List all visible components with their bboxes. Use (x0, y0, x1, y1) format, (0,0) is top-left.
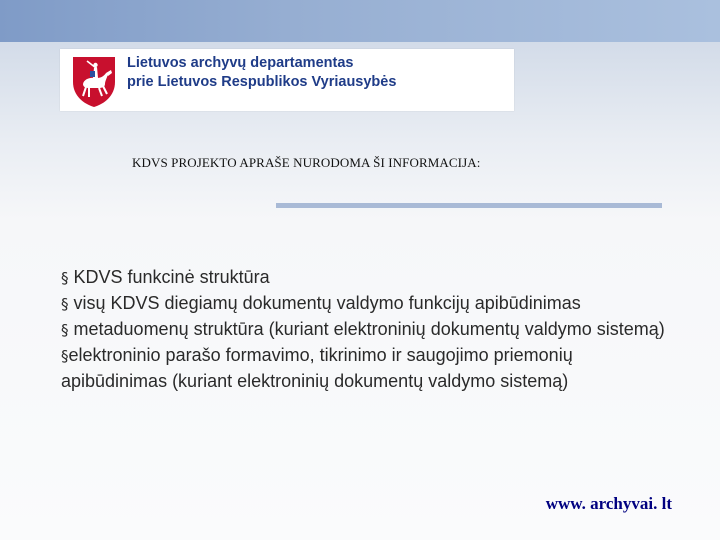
bullet-text: elektroninio parašo formavimo, tikrinimo ir saugojimo priemonių apibūdinimas (kuriant elektroninių dokumentų valdymo sistemą) (61, 345, 573, 391)
bullet-item (61, 265, 681, 291)
bullet-item (61, 343, 681, 394)
bullet-symbol: § (61, 321, 69, 339)
bullet-text: KDVS funkcinė struktūra (73, 267, 270, 287)
organization-logo (60, 49, 514, 111)
website-url[interactable]: www. archyvai. lt (545, 494, 672, 513)
bullet-symbol: § (61, 295, 69, 313)
bullet-symbol: § (61, 347, 69, 365)
lithuanian-coat-of-arms-icon (69, 54, 119, 108)
bullet-list (61, 265, 681, 394)
bullet-item (61, 291, 681, 317)
organization-name-line2: prie Lietuvos Respublikos Vyriausybės (127, 74, 397, 90)
bullet-item (61, 317, 681, 343)
top-banner (0, 0, 720, 42)
bullet-text: visų KDVS diegiamų dokumentų valdymo funkcijų apibūdinimas (73, 293, 581, 313)
bullet-symbol: § (61, 269, 69, 287)
organization-name-line1: Lietuvos archyvų departamentas (127, 55, 354, 71)
slide-heading: KDVS PROJEKTO APRAŠE NURODOMA ŠI INFORMACIJA: (132, 155, 481, 170)
heading-divider (276, 203, 662, 208)
bullet-text: metaduomenų struktūra (kuriant elektroninių dokumentų valdymo sistemą) (73, 319, 665, 339)
